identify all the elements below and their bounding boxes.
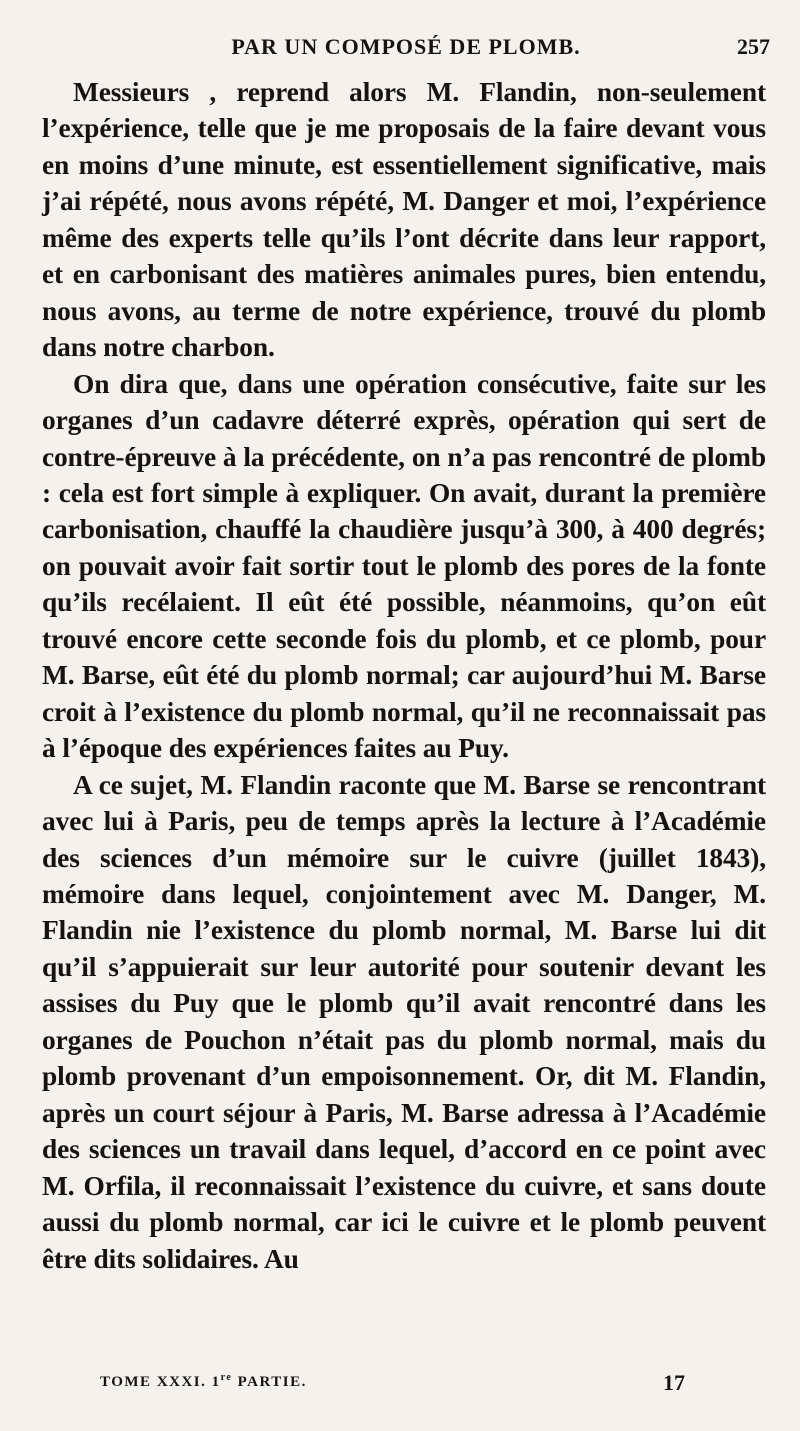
page-number: 257 — [737, 34, 770, 59]
running-head-title: PAR UN COMPOSÉ DE PLOMB. — [231, 34, 581, 59]
running-head — [42, 34, 770, 64]
page-footer — [100, 1372, 685, 1402]
signature-mark: 17 — [663, 1370, 685, 1395]
volume-signature-main: TOME XXXI. 1 — [100, 1374, 221, 1390]
body-text — [42, 74, 766, 1277]
volume-signature-end: PARTIE. — [232, 1374, 307, 1390]
paragraph-1: Messieurs , reprend alors M. Flandin, non-seulement l’expérience, telle que je me proposais de la faire devant vous en moins d’une minute, est essentiellement significative, mais j’ai répété, nous avons répété, M. Danger et moi, l’expérience même des experts telle qu’ils l’ont décrite dans leur rapport, et en carbonisant des matières animales pures, bien entendu, nous avons, au terme de notre expérience, trouvé du plomb dans notre charbon. — [42, 77, 766, 363]
paragraph-3: A ce sujet, M. Flandin raconte que M. Barse se rencontrant avec lui à Paris, peu de temps après la lecture à l’Académie des sciences d’un mémoire sur le cuivre (juillet 1843), mémoire dans lequel, conjointement avec M. Danger, M. Flandin nie l’existence du plomb normal, M. Barse lui dit qu’il s’appuierait sur leur autorité pour soutenir devant les assises du Puy que le plomb qu’il avait rencontré dans les organes de Pouchon n’était pas du plomb normal, mais du plomb provenant d’un empoisonnement. Or, dit M. Flandin, après un court séjour à Paris, M. Barse adressa à l’Académie des sciences un travail dans lequel, d’accord en ce point avec M. Orfila, il reconnaissait l’existence du cuivre, et sans doute aussi du plomb normal, car ici le cuivre et le plomb peuvent être dits solidaires. Au — [42, 769, 766, 1274]
volume-signature — [100, 1372, 307, 1391]
paragraph-2: On dira que, dans une opération consécutive, faite sur les organes d’un cadavre déterré exprès, opération qui sert de contre-épreuve à la précédente, on n’a pas rencontré de plomb : cela est fort simple à expliquer. On avait, durant la première carbonisation, chauffé la chaudière jusqu’à 300, à 400 degrés; on pouvait avoir fait sortir tout le plomb des pores de la fonte qu’ils recélaient. Il eût été possible, néanmoins, qu’on eût trouvé encore cette seconde fois du plomb, et ce plomb, pour M. Barse, eût été du plomb normal; car aujourd’hui M. Barse croit à l’existence du plomb normal, qu’il ne reconnaissait pas à l’époque des expériences faites au Puy. — [42, 368, 766, 764]
volume-signature-superscript: re — [220, 1372, 233, 1383]
